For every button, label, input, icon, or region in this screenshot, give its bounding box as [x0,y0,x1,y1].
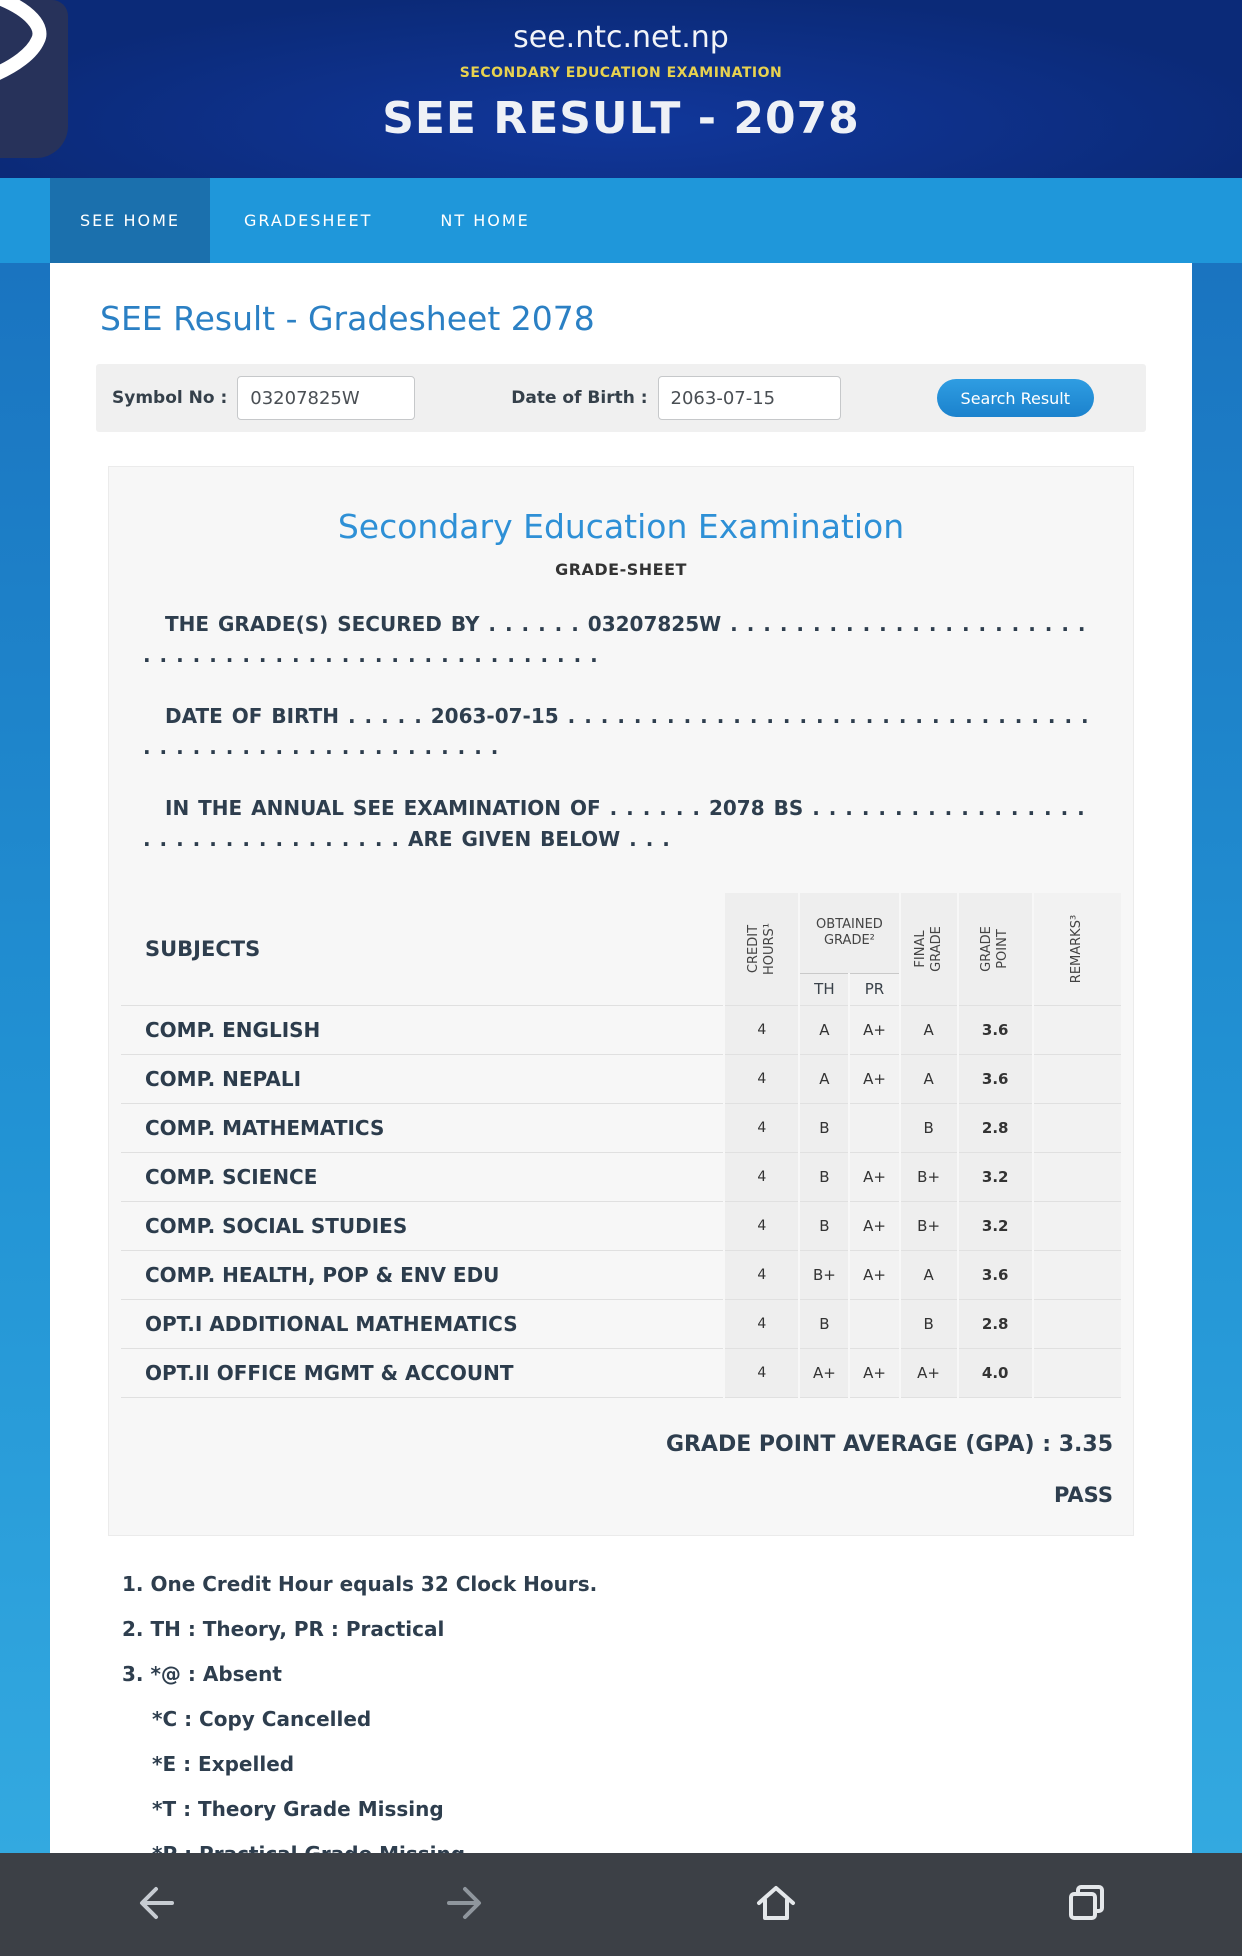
col-header-obtained-grade: OBTAINED GRADE² [799,893,899,973]
browser-toolbar [0,1853,1242,1956]
symbol-no-label: Symbol No : [112,388,228,408]
date-of-birth-line: DATE OF BIRTH . . . . . 2063-07-15 . . . . . . . . . . . . . . . . . . . . . . . . . . . . . . . . . . . . . . . . . . . . . . . . . . . . . . [143,704,1089,759]
table-row [121,1348,1121,1397]
credit-hours-cell: 4 [724,1054,799,1103]
home-icon [752,1879,800,1931]
gpa-summary: GRADE POINT AVERAGE (GPA) : 3.35 [665,1431,1113,1457]
final-grade-cell: A [900,1054,958,1103]
footnote-th-pr: 2. TH : Theory, PR : Practical [122,1616,445,1641]
grade-point-cell: 3.2 [958,1152,1033,1201]
grade-point-cell: 3.6 [958,1005,1033,1054]
theory-grade-cell: B [799,1201,849,1250]
credit-hours-cell: 4 [724,1250,799,1299]
subject-cell: COMP. HEALTH, POP & ENV EDU [121,1250,724,1299]
footnote-absent: 3. *@ : Absent [122,1661,282,1686]
table-row [121,1103,1121,1152]
remarks-cell [1033,1054,1121,1103]
back-button[interactable] [127,1877,183,1933]
grade-point-cell: 3.6 [958,1054,1033,1103]
theory-grade-cell: B [799,1103,849,1152]
remarks-cell [1033,1348,1121,1397]
site-url-title: see.ntc.net.np [513,20,729,55]
grade-point-cell: 4.0 [958,1348,1033,1397]
footnote-credit-hour: 1. One Credit Hour equals 32 Clock Hours. [122,1571,598,1596]
exam-year-line: IN THE ANNUAL SEE EXAMINATION OF . . . . . . 2078 BS . . . . . . . . . . . . . . . . . . . . . . . . . . . . . . . . . ARE GIVEN BELOW . . . [143,796,1085,851]
remarks-cell [1033,1201,1121,1250]
table-row [121,1201,1121,1250]
subject-cell: OPT.I ADDITIONAL MATHEMATICS [121,1299,724,1348]
nav-nt-home[interactable]: NT HOME [440,211,530,230]
final-grade-cell: A [900,1005,958,1054]
subject-cell: COMP. MATHEMATICS [121,1103,724,1152]
gradesheet-title: Secondary Education Examination [337,507,905,546]
final-grade-cell: B [900,1103,958,1152]
theory-grade-cell: B [799,1299,849,1348]
credit-hours-cell: 4 [724,1299,799,1348]
gradesheet-subtitle: GRADE-SHEET [555,560,687,579]
final-grade-cell: B+ [900,1152,958,1201]
practical-grade-cell [849,1103,899,1152]
nav-gradesheet[interactable]: GRADESHEET [244,211,373,230]
theory-grade-cell: A+ [799,1348,849,1397]
site-subtitle: SECONDARY EDUCATION EXAMINATION [459,65,783,81]
grade-point-cell: 2.8 [958,1103,1033,1152]
final-grade-cell: B [900,1299,958,1348]
footnote-expelled: *E : Expelled [152,1751,295,1776]
footnote-theory-missing: *T : Theory Grade Missing [152,1796,444,1821]
home-button[interactable] [748,1877,804,1933]
table-row [121,1299,1121,1348]
practical-grade-cell: A+ [849,1348,899,1397]
subject-cell: COMP. SOCIAL STUDIES [121,1201,724,1250]
result-status: PASS [1053,1482,1113,1507]
footnotes [122,1572,1122,1866]
credit-hours-cell: 4 [724,1348,799,1397]
site-header [0,0,1242,178]
practical-grade-cell: A+ [849,1054,899,1103]
final-grade-cell: A+ [900,1348,958,1397]
credit-hours-cell: 4 [724,1103,799,1152]
main-nav [0,178,1242,263]
grade-point-cell: 3.2 [958,1201,1033,1250]
theory-grade-cell: A [799,1054,849,1103]
table-row [121,1054,1121,1103]
practical-grade-cell [849,1299,899,1348]
col-header-remarks: REMARKS³ [1033,893,1121,1005]
remarks-cell [1033,1152,1121,1201]
subject-cell: OPT.II OFFICE MGMT & ACCOUNT [121,1348,724,1397]
theory-grade-cell: B+ [799,1250,849,1299]
table-row [121,1005,1121,1054]
theory-grade-cell: B [799,1152,849,1201]
grades-table [121,893,1121,1398]
practical-grade-cell: A+ [849,1005,899,1054]
remarks-cell [1033,1250,1121,1299]
practical-grade-cell: A+ [849,1201,899,1250]
site-heading: SEE RESULT - 2078 [382,93,860,144]
remarks-cell [1033,1005,1121,1054]
forward-button[interactable] [438,1877,494,1933]
practical-grade-cell: A+ [849,1250,899,1299]
search-form [96,364,1146,432]
tabs-icon [1063,1879,1111,1931]
credit-hours-cell: 4 [724,1005,799,1054]
subject-cell: COMP. SCIENCE [121,1152,724,1201]
search-result-button[interactable]: Search Result [937,379,1095,417]
col-header-subjects: SUBJECTS [121,893,724,1005]
dob-input[interactable] [658,376,841,420]
practical-grade-cell: A+ [849,1152,899,1201]
footnote-copy-cancelled: *C : Copy Cancelled [152,1706,372,1731]
col-header-final-grade: FINAL GRADE [900,893,958,1005]
credit-hours-cell: 4 [724,1201,799,1250]
final-grade-cell: B+ [900,1201,958,1250]
gradesheet-card [108,466,1134,1536]
col-header-pr: PR [849,973,899,1005]
table-row [121,1250,1121,1299]
page-background [0,263,1242,1853]
grade-point-cell: 2.8 [958,1299,1033,1348]
back-arrow-icon [131,1879,179,1931]
remarks-cell [1033,1103,1121,1152]
col-header-th: TH [799,973,849,1005]
main-content [50,263,1192,1853]
tabs-button[interactable] [1059,1877,1115,1933]
subject-cell: COMP. ENGLISH [121,1005,724,1054]
credit-hours-cell: 4 [724,1152,799,1201]
remarks-cell [1033,1299,1121,1348]
forward-arrow-icon [442,1879,490,1931]
col-header-grade-point: GRADE POINT [958,893,1033,1005]
nav-see-home[interactable]: SEE HOME [50,178,210,263]
subject-cell: COMP. NEPALI [121,1054,724,1103]
col-header-credit-hours: CREDIT HOURS¹ [724,893,799,1005]
theory-grade-cell: A [799,1005,849,1054]
table-row [121,1152,1121,1201]
grades-secured-line: THE GRADE(S) SECURED BY . . . . . . 03207825W . . . . . . . . . . . . . . . . . . . . . . . . . . . . . . . . . . . . . . . . . . . . . . . . . . [143,612,1086,667]
chat-head-overlay[interactable] [0,0,68,158]
symbol-no-input[interactable] [237,376,415,420]
page-title: SEE Result - Gradesheet 2078 [100,299,595,338]
dob-label: Date of Birth : [511,388,648,408]
final-grade-cell: A [900,1250,958,1299]
grade-point-cell: 3.6 [958,1250,1033,1299]
